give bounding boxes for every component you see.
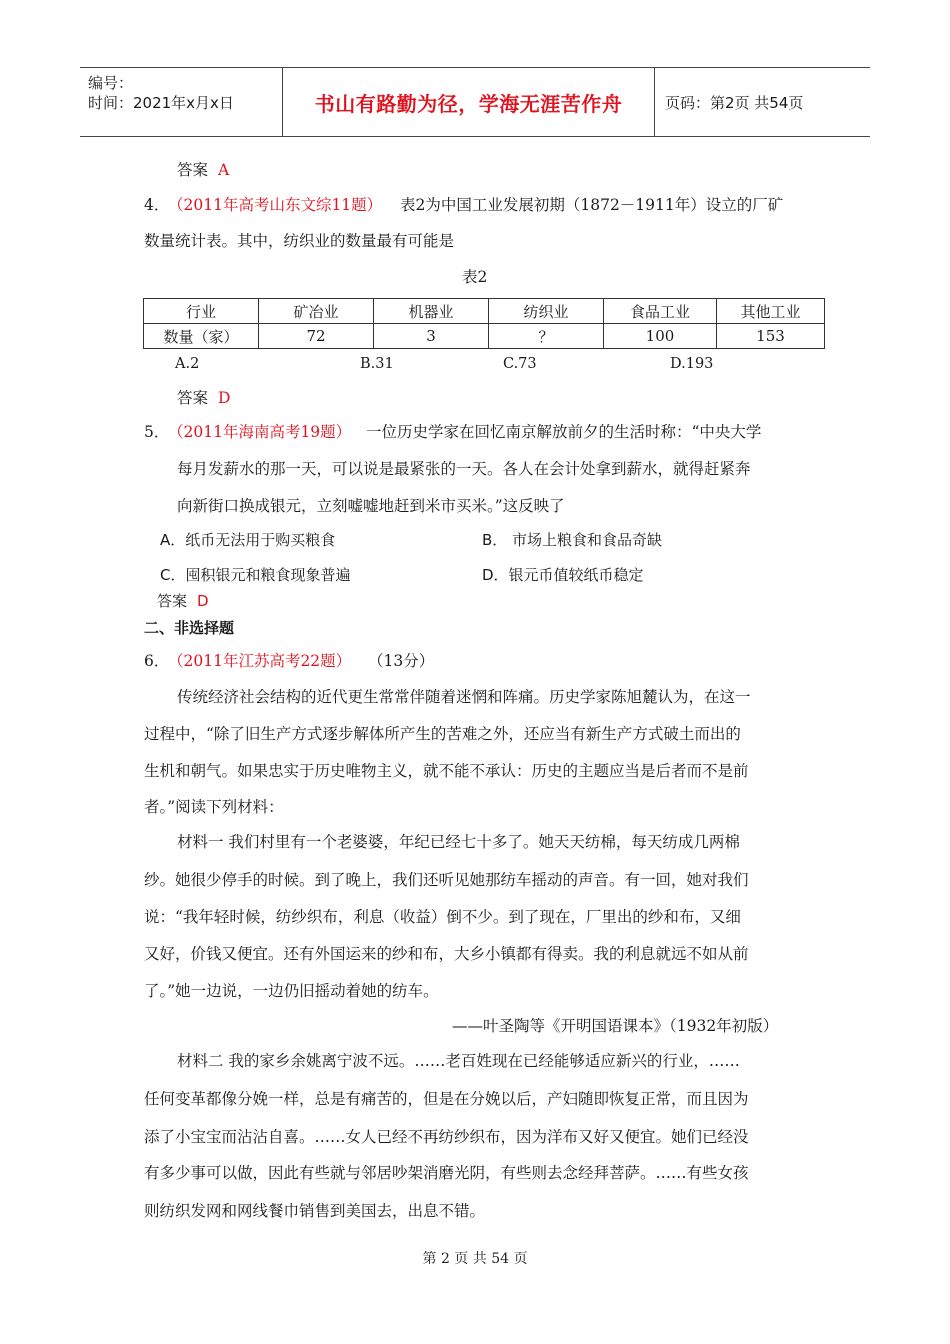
material2-line: 添了小宝宝而沾沾自喜。……女人已经不再纺纱织布，因为洋布又好又便宜。她们已经没 — [144, 1128, 749, 1146]
table-cell: 153 — [717, 324, 825, 349]
q5-option-a: A．纸币无法用于购买粮食 — [160, 531, 336, 549]
q6-score: （13分） — [368, 652, 435, 670]
table-cell: ？ — [489, 324, 604, 349]
table-cell: 食品工业 — [604, 299, 717, 324]
number-label: 编号： — [88, 74, 134, 92]
q6-intro-line: 传统经济社会结构的近代更生常常伴随着迷惘和阵痛。历史学家陈旭麓认为，在这一 — [177, 688, 751, 706]
material2-line: 材料二 我的家乡余姚离宁波不远。……老百姓现在已经能够适应新兴的行业，…… — [177, 1052, 740, 1070]
material1-source: ——叶圣陶等《开明国语课本》（1932年初版） — [452, 1017, 779, 1035]
q4-option-d: D.193 — [670, 356, 714, 372]
q4-stem-line1: 表2为中国工业发展初期（1872－1911年）设立的厂矿 — [400, 196, 784, 214]
q5-option-d: D．银元币值较纸币稳定 — [482, 566, 644, 584]
q5-source: （2011年海南高考19题） — [168, 423, 352, 441]
table-cell: 矿冶业 — [259, 299, 374, 324]
q3-answer: A — [218, 161, 230, 179]
table-cell: 100 — [604, 324, 717, 349]
q5-stem-line1: 一位历史学家在回忆南京解放前夕的生活时称：“中央大学 — [366, 423, 762, 441]
table-cell: 数量（家） — [144, 324, 259, 349]
q3-answer-label: 答案 — [177, 161, 209, 179]
table-cell: 3 — [374, 324, 489, 349]
table-cell: 机器业 — [374, 299, 489, 324]
q5-answer-label: 答案 — [157, 592, 188, 610]
material1-line: 材料一 我们村里有一个老婆婆，年纪已经七十多了。她天天纺棉，每天纺成几两棉 — [177, 833, 740, 851]
material1-line: 纱。她很少停手的时候。到了晚上，我们还听见她那纺车摇动的声音。有一回，她对我们 — [144, 871, 749, 889]
q5-stem-line3: 向新街口换成银元，立刻嘘嘘地赶到米市买米。”这反映了 — [177, 497, 565, 515]
q5-stem-line2: 每月发薪水的那一天，可以说是最紧张的一天。各人在会计处拿到薪水，就得赶紧奔 — [177, 460, 751, 478]
q6-intro-line: 生机和朝气。如果忠实于历史唯物主义，就不能不承认：历史的主题应当是后者而不是前 — [144, 762, 749, 780]
q6-number: 6． — [144, 652, 170, 670]
q4-option-b: B.31 — [360, 356, 394, 372]
q4-answer-label: 答案 — [177, 389, 209, 407]
page-footer: 第 2 页 共 54 页 — [422, 1251, 528, 1267]
material1-line: 了。”她一边说，一边仍旧摇动着她的纺车。 — [144, 982, 439, 1000]
header-page-info: 页码：第2页 共54页 — [665, 93, 804, 112]
q4-option-c: C.73 — [503, 356, 537, 372]
q4-option-a: A.2 — [175, 356, 200, 372]
time-label: 时间：2021年x月x日 — [88, 94, 234, 112]
q6-source: （2011年江苏高考22题） — [168, 652, 352, 670]
industry-table — [143, 298, 825, 349]
q5-number: 5． — [144, 423, 170, 441]
table-cell: 其他工业 — [717, 299, 825, 324]
section-title: 二、非选择题 — [144, 619, 235, 637]
q4-stem-line2: 数量统计表。其中，纺织业的数量最有可能是 — [144, 232, 455, 250]
page-header — [80, 67, 870, 137]
table-header-row — [144, 299, 825, 324]
material2-line: 任何变革都像分娩一样，总是有痛苦的，但是在分娩以后，产妇随即恢复正常，而且因为 — [144, 1090, 749, 1108]
q4-answer: D — [218, 389, 231, 407]
material2-line: 有多少事可以做，因此有些就与邻居吵架消磨光阴，有些则去念经拜菩萨。……有些女孩 — [144, 1164, 749, 1182]
table-cell: 72 — [259, 324, 374, 349]
material1-line: 又好，价钱又便宜。还有外国运来的纱和布，大乡小镇都有得卖。我的利息就远不如从前 — [144, 945, 749, 963]
q4-source: （2011年高考山东文综11题） — [168, 196, 383, 214]
q4-number: 4． — [144, 196, 170, 214]
q5-answer: D — [197, 592, 209, 610]
q6-intro-line: 过程中，“除了旧生产方式逐步解体所产生的苦难之外，还应当有新生产方式破土而出的 — [144, 725, 741, 743]
table-row — [144, 324, 825, 349]
header-meta — [80, 68, 283, 136]
q5-option-b: B． 市场上粮食和食品奇缺 — [482, 531, 663, 549]
q4-table-title: 表2 — [462, 268, 488, 286]
material1-line: 说：“我年轻时候，纺纱织布，利息（收益）倒不少。到了现在，厂里出的纱和布，又细 — [144, 908, 741, 926]
table-cell: 行业 — [144, 299, 259, 324]
header-motto: 书山有路勤为径，学海无涯苦作舟 — [283, 68, 655, 136]
q5-option-c: C．囤积银元和粮食现象普遍 — [160, 566, 351, 584]
q6-intro-line: 者。”阅读下列材料： — [144, 798, 284, 816]
table-cell: 纺织业 — [489, 299, 604, 324]
material2-line: 则纺织发网和网线餐巾销售到美国去，出息不错。 — [144, 1202, 486, 1220]
